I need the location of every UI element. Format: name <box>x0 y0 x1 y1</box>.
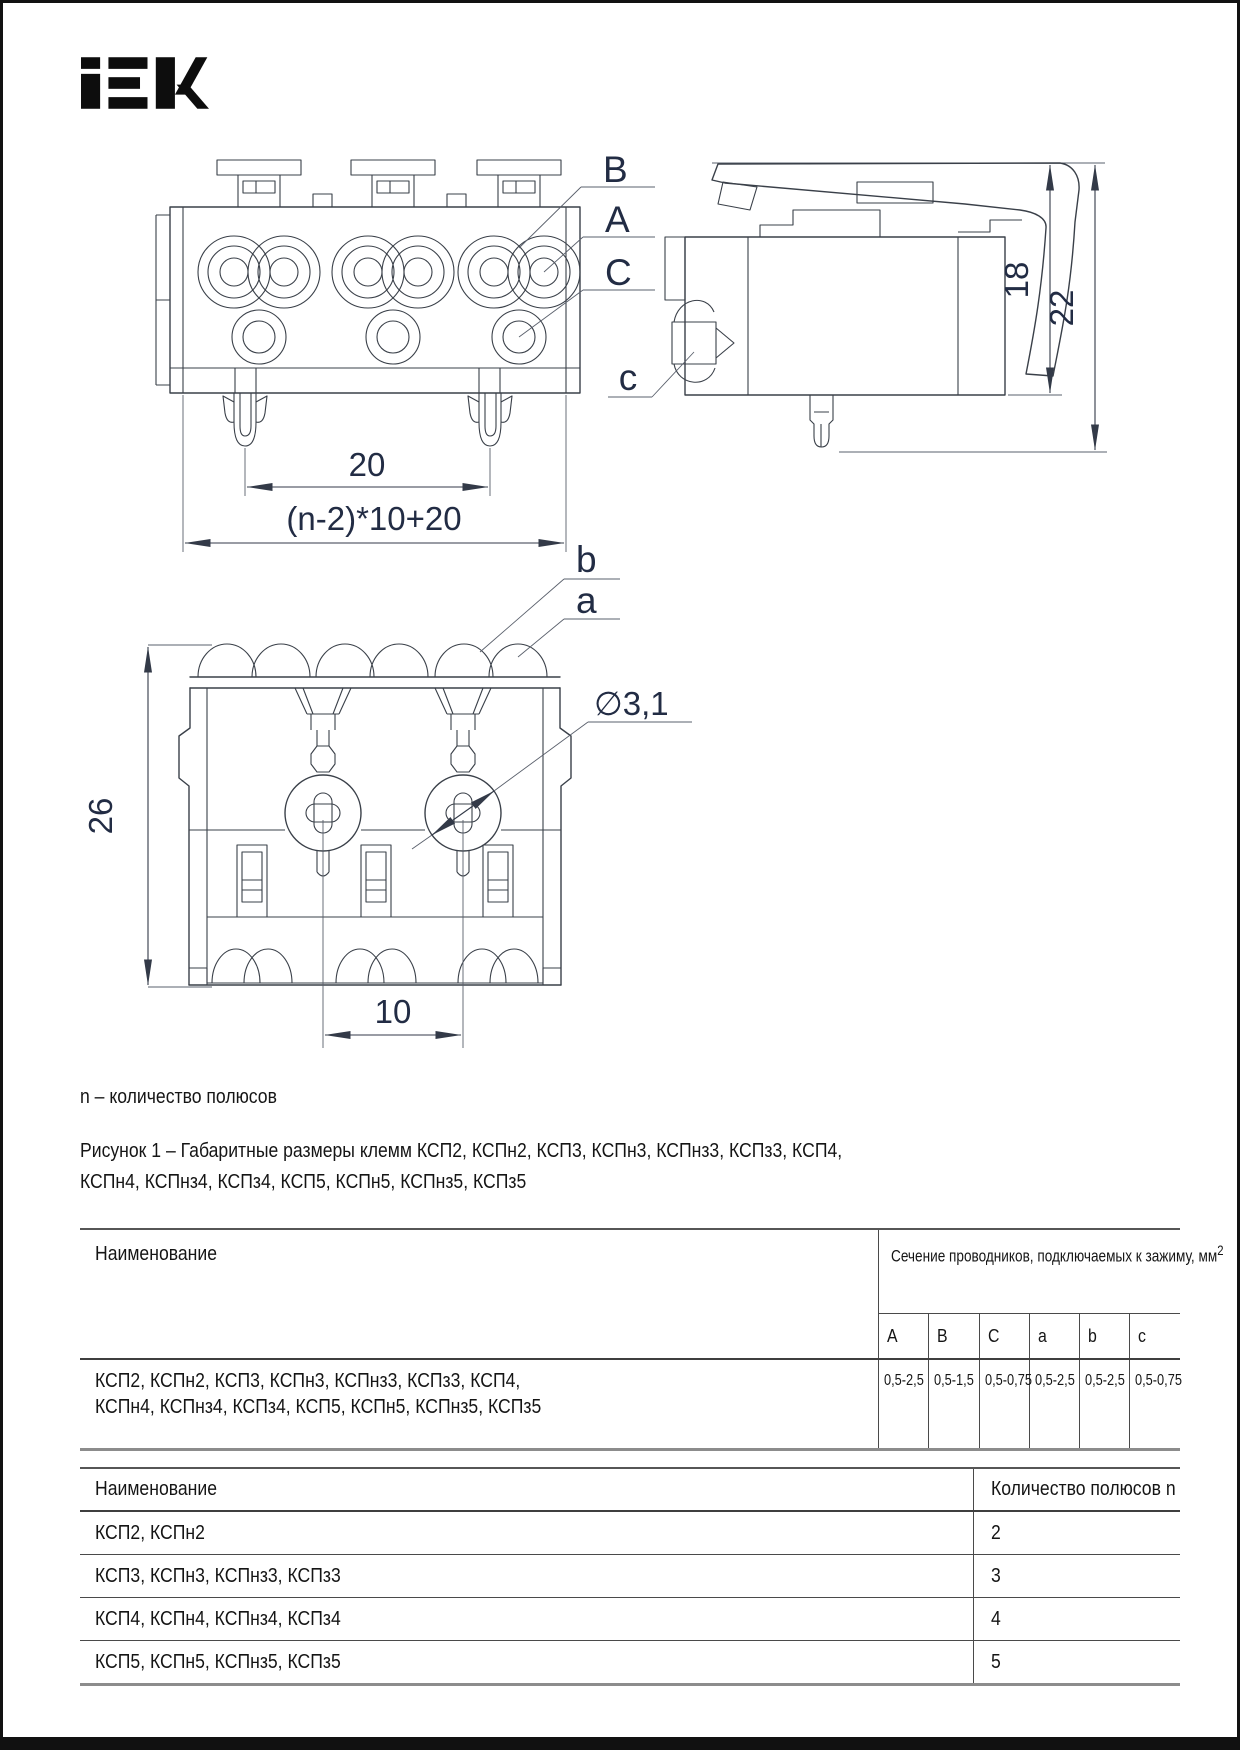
front-view <box>82 539 692 1048</box>
logo-k-lower-arm <box>177 85 209 109</box>
logo-i-stem <box>81 74 100 109</box>
label-C: C <box>605 252 632 293</box>
dim-height-22: 22 <box>1043 289 1080 327</box>
iek-logo <box>81 57 209 109</box>
dim-overall-width: (n-2)*10+20 <box>286 500 462 537</box>
top-view-wire-ports <box>198 236 580 308</box>
logo-e-mid <box>108 77 140 89</box>
figure-drawing <box>60 130 1180 1060</box>
t2-row4-poles: 5 <box>974 1641 1181 1685</box>
t1-value-B: 0,5-1,5 <box>929 1359 979 1450</box>
t2-row1-poles: 2 <box>974 1511 1181 1555</box>
poles-count-table <box>80 1467 1180 1686</box>
caption-line-1: Рисунок 1 – Габаритные размеры клемм КСП2, КСПн2, КСП3, КСПн3, КСПнз3, КСПз3, КСП4, <box>80 1140 843 1162</box>
top-view <box>156 149 655 552</box>
t1-value-a: 0,5-2,5 <box>1029 1359 1079 1450</box>
dim-pitch-20: 20 <box>348 446 386 483</box>
side-clamp-detail <box>672 300 734 382</box>
port-callouts <box>519 149 655 337</box>
page-bottom-bar <box>0 1737 1240 1750</box>
t2-row2-poles: 3 <box>974 1555 1181 1598</box>
label-b: b <box>576 539 597 580</box>
t2-row4-name: КСП5, КСПн5, КСПнз5, КСПз5 <box>80 1641 974 1685</box>
table-row <box>80 1641 1180 1685</box>
t1-subheader-C: C <box>979 1314 1029 1360</box>
caption-line-2: КСПн4, КСПнз4, КСПз4, КСП5, КСПн5, КСПнз5, КСПз5 <box>80 1171 527 1193</box>
t2-header-name: Наименование <box>80 1468 974 1511</box>
logo-e-bottom <box>108 97 147 109</box>
t1-row-names: КСП2, КСПн2, КСП3, КСПн3, КСПнз3, КСПз3, КСП4, КСПн4, КСПнз4, КСПз4, КСП5, КСПн5, КСПнз5, КСПз5 <box>80 1359 879 1450</box>
t1-value-A: 0,5-2,5 <box>879 1359 929 1450</box>
logo-k-stem <box>156 57 175 109</box>
dim-hole-diameter: ∅3,1 <box>594 685 669 722</box>
t1-value-b: 0,5-2,5 <box>1080 1359 1130 1450</box>
front-scallops <box>207 917 543 983</box>
t2-row1-name: КСП2, КСПн2 <box>80 1511 974 1555</box>
dim-pitch-10: 10 <box>374 993 412 1030</box>
front-slots <box>237 845 513 917</box>
t1-value-c: 0,5-0,75 <box>1130 1359 1180 1450</box>
t1-subheader-B: B <box>929 1314 979 1360</box>
t2-row3-poles: 4 <box>974 1598 1181 1641</box>
top-view-tabs <box>217 160 561 207</box>
table-row <box>80 1555 1180 1598</box>
front-wire-bumps <box>198 644 547 677</box>
t1-value-C: 0,5-0,75 <box>979 1359 1029 1450</box>
table-row <box>80 1598 1180 1641</box>
label-A: A <box>605 199 630 240</box>
poles-note <box>80 1086 304 1109</box>
t1-subheader-a: a <box>1029 1314 1079 1360</box>
poles-note-text: n – количество полюсов <box>80 1086 277 1108</box>
t2-row3-name: КСП4, КСПн4, КСПнз4, КСПз4 <box>80 1598 974 1641</box>
table-row <box>80 1511 1180 1555</box>
wire-callouts <box>480 539 620 657</box>
top-view-feet <box>223 368 512 446</box>
t1-subheader-A: A <box>879 1314 929 1360</box>
t1-subheader-c: c <box>1130 1314 1180 1360</box>
dim-height-26: 26 <box>82 797 119 835</box>
t1-subheader-b: b <box>1080 1314 1130 1360</box>
bottom-pin <box>810 395 833 447</box>
label-B: B <box>603 149 628 190</box>
label-a: a <box>576 580 597 621</box>
t2-header-poles: Количество полюсов n <box>974 1468 1181 1511</box>
logo-e-top <box>108 57 147 69</box>
t1-header-name: Наименование <box>80 1229 879 1359</box>
wire-section-table <box>80 1228 1224 1451</box>
top-view-test-ports <box>232 310 546 364</box>
side-view <box>608 163 1107 452</box>
logo-i-dot <box>81 57 100 69</box>
figure-caption <box>80 1136 946 1198</box>
dim-height-18: 18 <box>998 261 1035 299</box>
label-c-side: c <box>618 357 638 398</box>
t1-header-section: Сечение проводников, подключаемых к зажиму, $мм^2$ <box>879 1229 1181 1314</box>
t2-row2-name: КСП3, КСПн3, КСПнз3, КСПз3 <box>80 1555 974 1598</box>
